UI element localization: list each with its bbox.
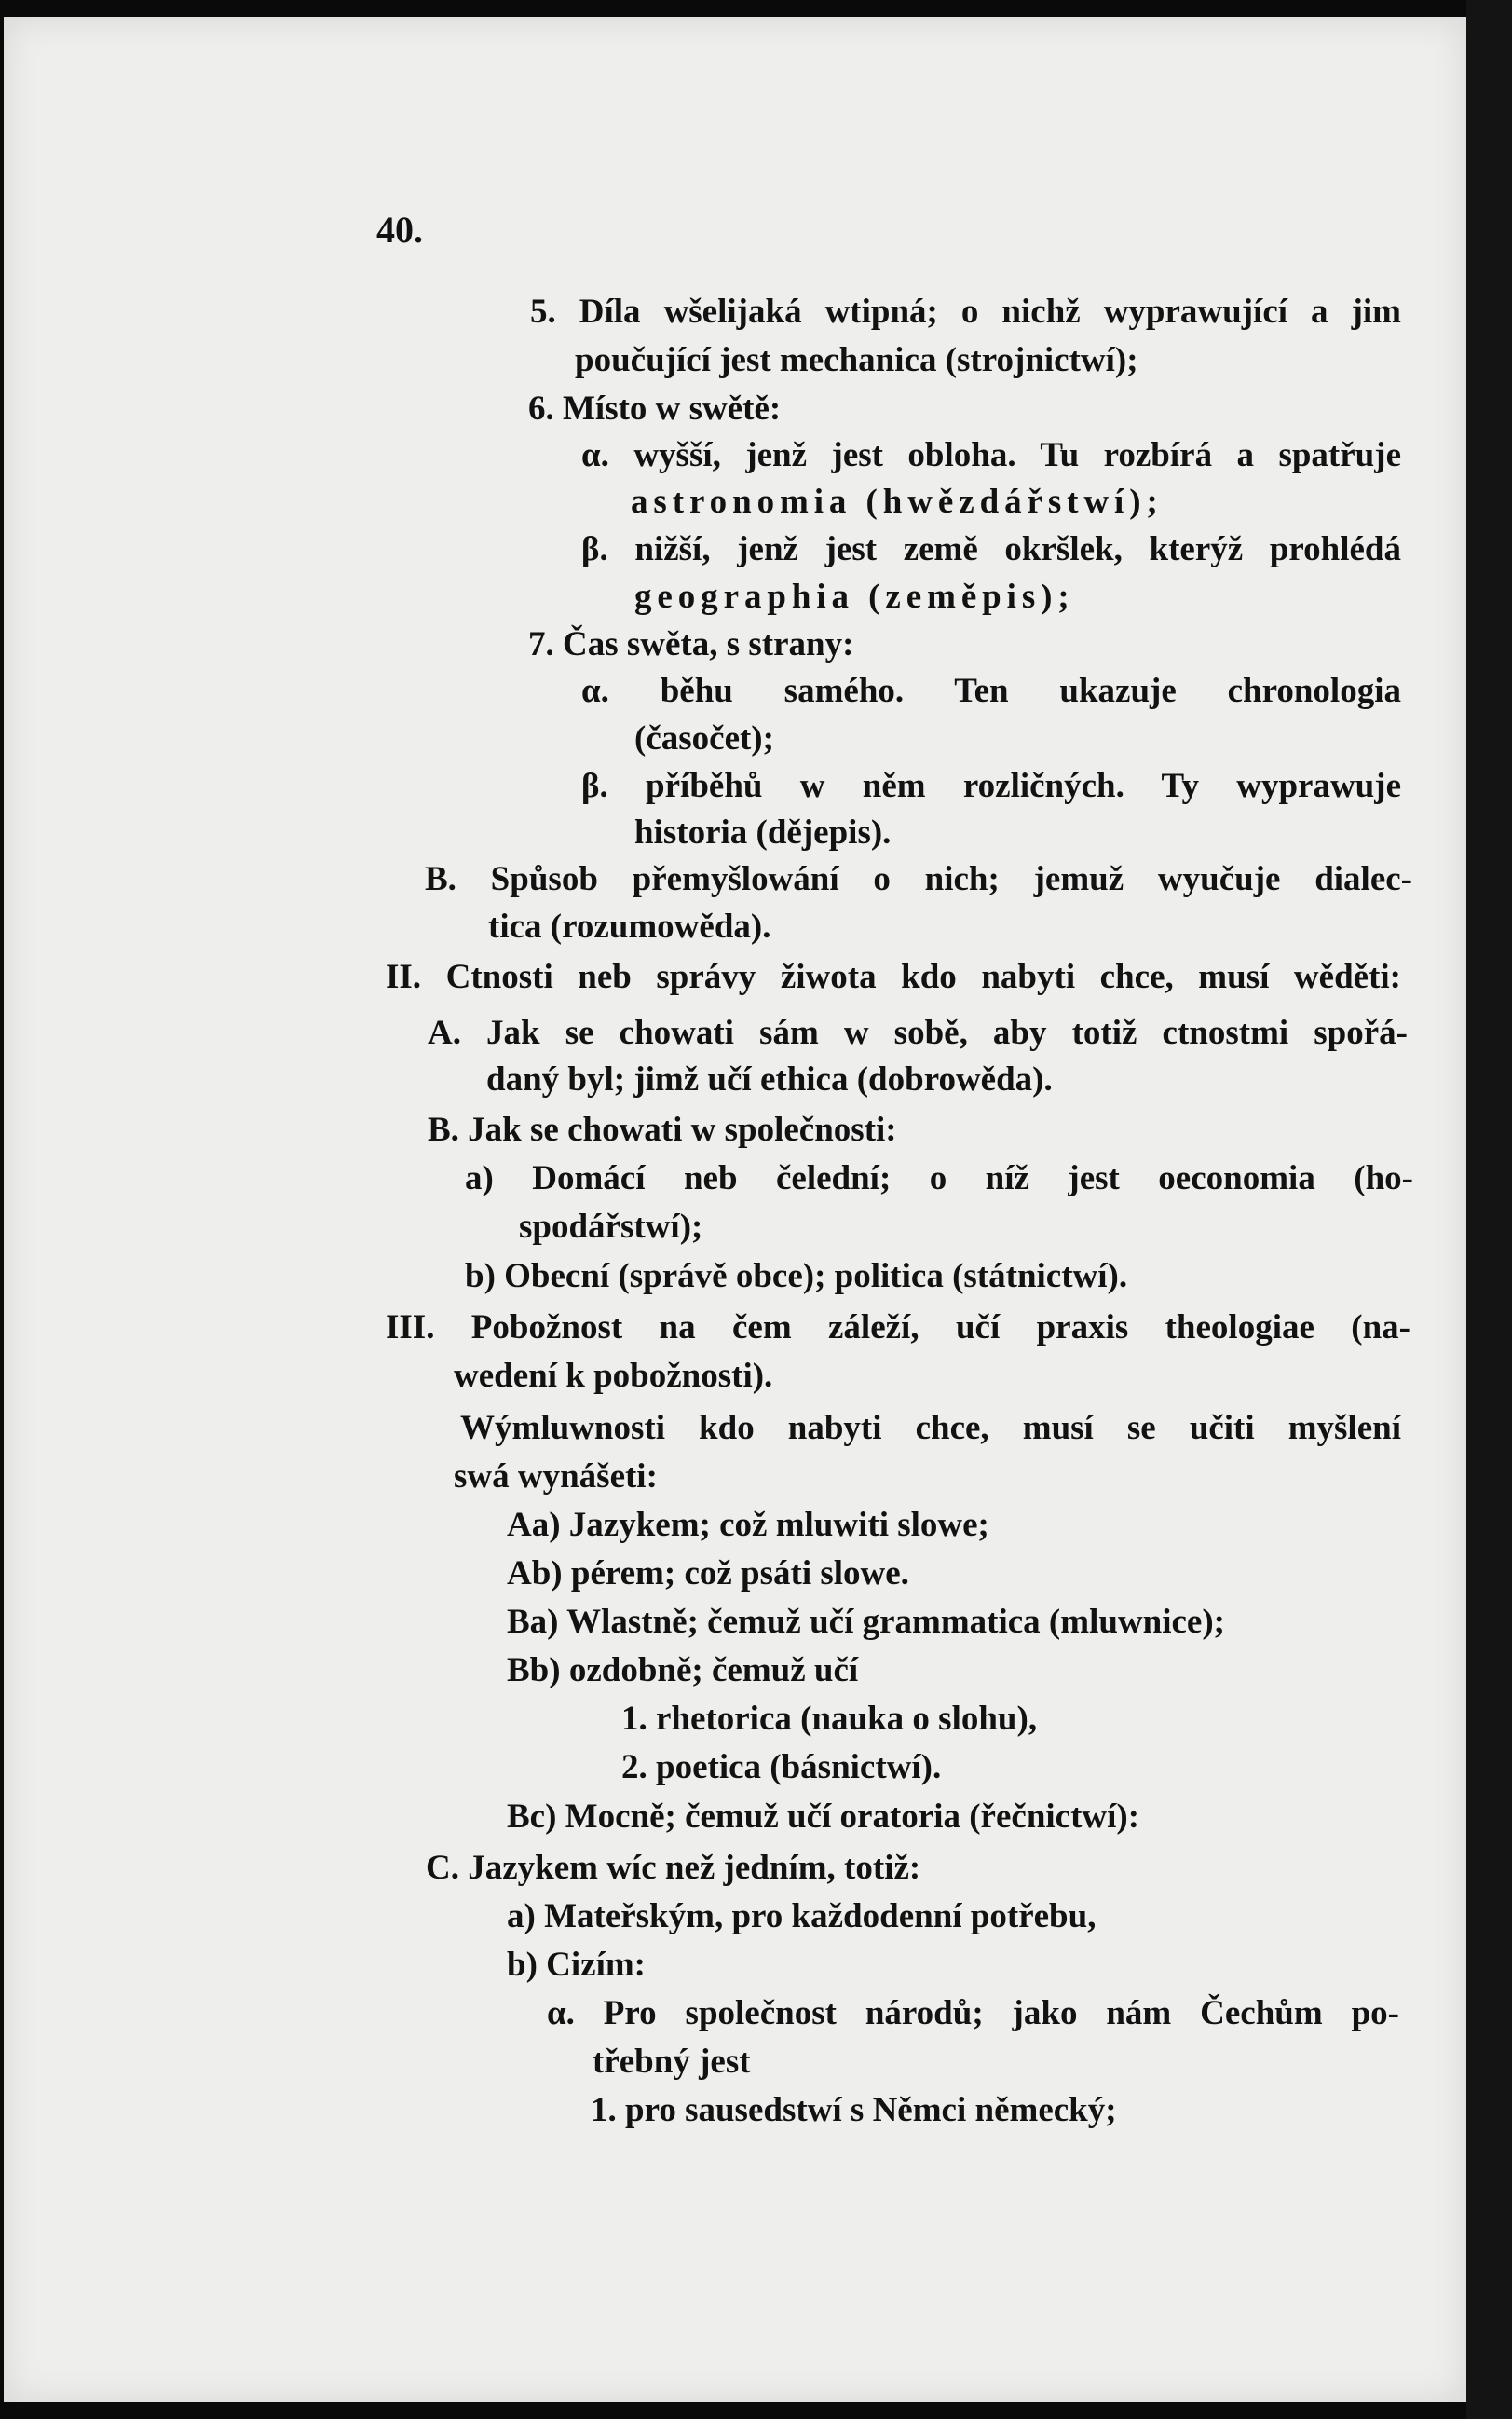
text-line-27: Ab) pérem; což psáti slowe. <box>507 1554 909 1592</box>
text-line-1: 5. Díla wšelijaká wtipná; o nichž wyprawující a jim <box>530 293 1401 331</box>
text-line-32: Bc) Mocně; čemuž učí oratoria (řečnictwí): <box>507 1797 1140 1836</box>
text-line-13: B. Spůsob přemyšlowání o nich; jemuž wyučuje dialec- <box>425 860 1412 898</box>
text-line-3: 6. Místo w swětě: <box>528 390 782 428</box>
text-line-23: wedení k pobožnosti). <box>454 1357 773 1395</box>
text-line-28: Ba) Wlastně; čemuž učí grammatica (mluwnice); <box>507 1603 1226 1641</box>
text-line-26: Aa) Jazykem; což mluwiti slowe; <box>507 1506 989 1544</box>
text-line-37: třebný jest <box>593 2043 751 2081</box>
text-line-5: astronomia (hwězdářstwí); <box>631 483 1164 521</box>
text-line-18: B. Jak se chowati w společnosti: <box>428 1111 897 1149</box>
text-line-15: II. Ctnosti neb správy žiwota kdo nabyti chce, musí wěděti: <box>386 958 1401 996</box>
text-line-31: 2. poetica (básnictwí). <box>621 1748 942 1786</box>
text-line-12: historia (dějepis). <box>634 813 892 852</box>
text-line-2: poučující jest mechanica (strojnictwí); <box>575 341 1138 379</box>
text-line-16: A. Jak se chowati sám w sobě, aby totiž ctnostmi spořá- <box>428 1014 1408 1052</box>
text-line-10: (časočet); <box>634 719 774 758</box>
text-line-33: C. Jazykem wíc než jedním, totiž: <box>426 1849 921 1887</box>
text-line-8: 7. Čas swěta, s strany: <box>528 625 854 663</box>
page-number: 40. <box>376 209 423 251</box>
text-line-29: Bb) ozdobně; čemuž učí <box>507 1651 859 1689</box>
text-line-7: geographia (zeměpis); <box>634 578 1075 616</box>
text-line-38: 1. pro sausedstwí s Němci německý; <box>591 2091 1117 2129</box>
text-line-19: a) Domácí neb čelední; o níž jest oeconomia (ho- <box>465 1159 1413 1197</box>
text-line-21: b) Obecní (správě obce); politica (státnictwí). <box>465 1257 1128 1295</box>
text-line-17: daný byl; jimž učí ethica (dobrowěda). <box>486 1060 1053 1099</box>
text-line-6: β. nižší, jenž jest země okršlek, kterýž prohlédá <box>581 530 1401 568</box>
text-line-20: spodářstwí); <box>519 1208 703 1246</box>
text-line-34: a) Mateřským, pro každodenní potřebu, <box>507 1897 1097 1935</box>
text-line-24: Wýmluwnosti kdo nabyti chce, musí se učiti myšlení <box>460 1409 1401 1447</box>
text-line-35: b) Cizím: <box>507 1946 646 1984</box>
text-line-36: α. Pro společnost národů; jako nám Čechům po- <box>547 1994 1399 2032</box>
book-page <box>4 17 1466 2402</box>
text-line-4: α. wyšší, jenž jest obloha. Tu rozbírá a spatřuje <box>581 436 1401 474</box>
text-line-9: α. běhu samého. Ten ukazuje chronologia <box>581 672 1401 710</box>
text-line-25: swá wynášeti: <box>454 1457 658 1496</box>
text-line-14: tica (rozumowěda). <box>488 908 771 946</box>
scan-dark-edge <box>1466 0 1512 2419</box>
text-line-11: β. příběhů w něm rozličných. Ty wyprawuje <box>581 767 1401 805</box>
text-line-30: 1. rhetorica (nauka o slohu), <box>621 1700 1038 1738</box>
text-line-22: III. Pobožnost na čem záleží, učí praxis theologiae (na- <box>386 1308 1410 1346</box>
